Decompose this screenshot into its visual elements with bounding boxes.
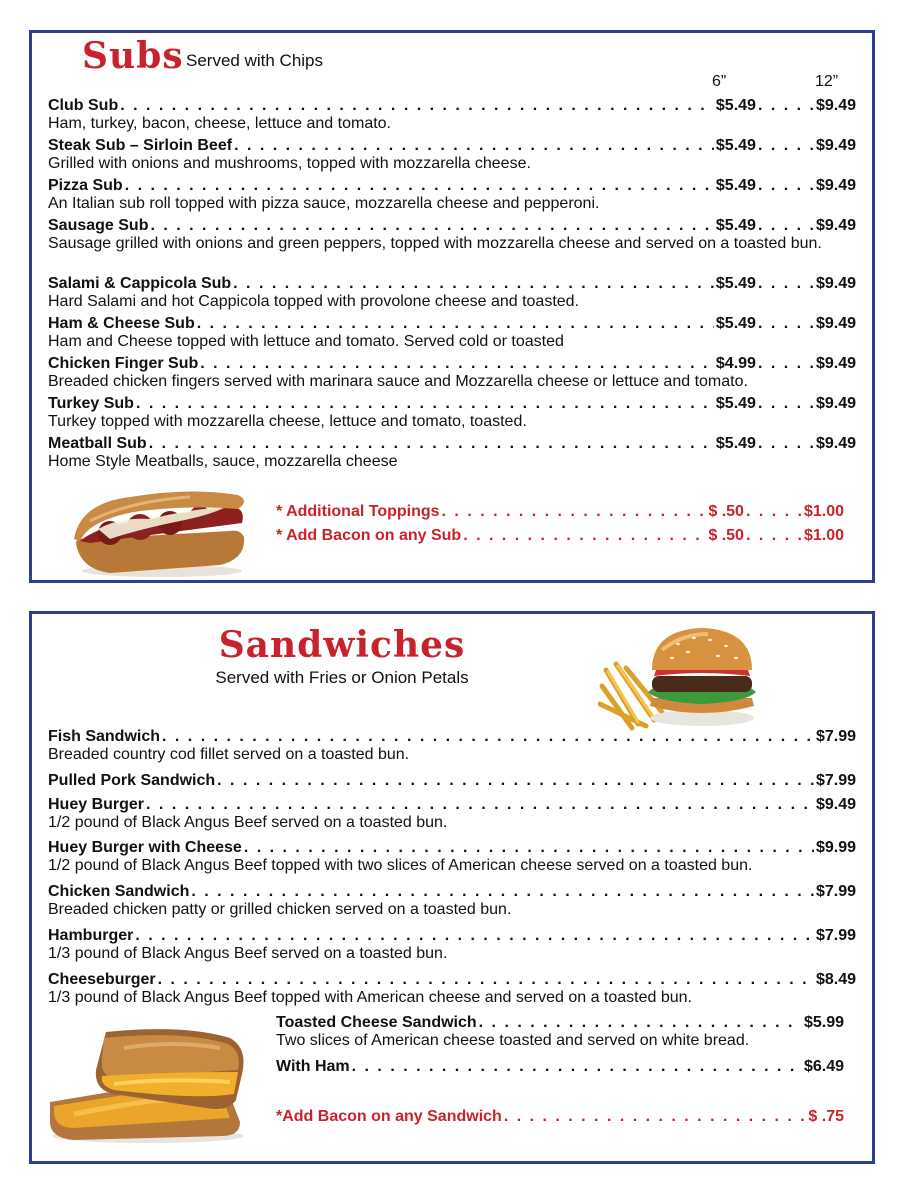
menu-item — [48, 883, 856, 919]
extra-name: * Additional Toppings — [276, 503, 440, 520]
price-6: $5.49 — [715, 97, 756, 114]
menu-item — [48, 435, 856, 471]
menu-item — [48, 217, 856, 253]
item-name: Meatball Sub — [48, 435, 147, 452]
item-price: $8.49 — [815, 971, 856, 988]
item-description: Ham, turkey, bacon, cheese, lettuce and tomato. — [48, 115, 391, 132]
item-description: 1/2 pound of Black Angus Beef topped with two slices of American cheese served on a toasted bun. — [48, 857, 753, 874]
menu-item — [48, 97, 856, 133]
item-name: Cheeseburger — [48, 971, 156, 988]
item-price: $7.99 — [815, 927, 856, 944]
item-price: $ .75 — [808, 1108, 844, 1125]
item-description: Breaded chicken patty or grilled chicken served on a toasted bun. — [48, 901, 512, 918]
subs-subtitle: Served with Chips — [186, 51, 324, 70]
item-name: Toasted Cheese Sandwich — [276, 1014, 477, 1031]
price-6: $5.49 — [715, 217, 756, 234]
size-6-header: 6” — [712, 73, 727, 90]
price-12: $9.49 — [815, 97, 856, 114]
item-description: Two slices of American cheese toasted and served on white bread. — [276, 1032, 750, 1049]
price-6: $5.49 — [715, 315, 756, 332]
item-name: Ham & Cheese Sub — [48, 315, 195, 332]
price-6: $5.49 — [715, 177, 756, 194]
item-description: 1/3 pound of Black Angus Beef served on a toasted bun. — [48, 945, 448, 962]
item-name: Fish Sandwich — [48, 728, 161, 745]
menu-item — [48, 275, 856, 311]
menu-item — [48, 315, 856, 351]
price-12: $9.49 — [815, 395, 856, 412]
item-name: Pulled Pork Sandwich — [48, 772, 216, 789]
item-price: $9.49 — [815, 796, 856, 813]
price-6: $5.49 — [715, 435, 756, 452]
item-price: $7.99 — [815, 728, 856, 745]
menu-item — [48, 355, 856, 391]
item-description: Sausage grilled with onions and green peppers, topped with mozzarella cheese and served on a toasted bun. — [48, 235, 822, 252]
menu-item — [48, 177, 856, 213]
price-12: $9.49 — [815, 217, 856, 234]
menu-item — [48, 927, 856, 963]
item-price: $7.99 — [815, 772, 856, 789]
item-description: Grilled with onions and mushrooms, topped with mozzarella cheese. — [48, 155, 531, 172]
sandwiches-subtitle: Served with Fries or Onion Petals — [215, 668, 469, 687]
menu-item — [48, 772, 856, 790]
item-description: Turkey topped with mozzarella cheese, lettuce and tomato, toasted. — [48, 413, 527, 430]
item-price: $5.99 — [803, 1014, 844, 1031]
item-name: Sausage Sub — [48, 217, 149, 234]
price-12: $9.49 — [815, 177, 856, 194]
item-name: Huey Burger with Cheese — [48, 839, 242, 856]
burger-fries-image — [598, 620, 758, 732]
menu-item — [48, 839, 856, 875]
item-name: Steak Sub – Sirloin Beef — [48, 137, 233, 154]
item-description: 1/3 pound of Black Angus Beef topped with American cheese and served on a toasted bun. — [48, 989, 692, 1006]
grilled-cheese-image — [44, 1018, 250, 1146]
extra-bacon-sandwich — [276, 1108, 844, 1126]
item-description: Breaded country cod fillet served on a toasted bun. — [48, 746, 410, 763]
price-12: $9.49 — [815, 315, 856, 332]
price-6: $5.49 — [715, 275, 756, 292]
item-price: $9.99 — [815, 839, 856, 856]
item-name: Club Sub — [48, 97, 119, 114]
with-ham-item — [276, 1058, 844, 1076]
item-price: $6.49 — [803, 1058, 844, 1075]
price-6: $ .50 — [708, 503, 744, 520]
price-6: $5.49 — [715, 395, 756, 412]
extra-bacon — [276, 527, 844, 545]
menu-item — [48, 796, 856, 832]
price-12: $1.00 — [803, 527, 844, 544]
menu-item — [48, 971, 856, 1007]
item-name: Hamburger — [48, 927, 134, 944]
meatball-sub-image — [70, 481, 250, 581]
extra-name: * Add Bacon on any Sub — [276, 527, 462, 544]
item-name: With Ham — [276, 1058, 350, 1075]
extra-name: *Add Bacon on any Sandwich — [276, 1108, 502, 1125]
item-description: Breaded chicken fingers served with marinara sauce and Mozzarella cheese or lettuce and tomato. — [48, 373, 748, 390]
extra-toppings — [276, 503, 844, 521]
size-12-header: 12” — [815, 73, 839, 90]
item-description: An Italian sub roll topped with pizza sauce, mozzarella cheese and pepperoni. — [48, 195, 600, 212]
price-6: $4.99 — [715, 355, 756, 372]
item-description: Ham and Cheese topped with lettuce and tomato. Served cold or toasted — [48, 333, 564, 350]
item-description: 1/2 pound of Black Angus Beef served on a toasted bun. — [48, 814, 448, 831]
item-name: Pizza Sub — [48, 177, 123, 194]
toasted-cheese-item — [276, 1014, 844, 1050]
price-12: $9.49 — [815, 355, 856, 372]
item-name: Chicken Sandwich — [48, 883, 190, 900]
item-name: Huey Burger — [48, 796, 145, 813]
subs-section — [29, 30, 875, 583]
item-name: Turkey Sub — [48, 395, 134, 412]
item-name: Salami & Cappicola Sub — [48, 275, 232, 292]
item-name: Chicken Finger Sub — [48, 355, 199, 372]
sandwiches-section — [29, 611, 875, 1164]
price-12: $9.49 — [815, 137, 856, 154]
item-description: Hard Salami and hot Cappicola topped with provolone cheese and toasted. — [48, 293, 580, 310]
price-12: $1.00 — [803, 503, 844, 520]
subs-title: Subs — [82, 35, 184, 77]
price-6: $ .50 — [708, 527, 744, 544]
sandwiches-title: Sandwiches — [218, 624, 466, 666]
item-price: $7.99 — [815, 883, 856, 900]
price-12: $9.49 — [815, 275, 856, 292]
menu-item — [48, 728, 856, 764]
price-6: $5.49 — [715, 137, 756, 154]
price-12: $9.49 — [815, 435, 856, 452]
menu-item — [48, 395, 856, 431]
item-description: Home Style Meatballs, sauce, mozzarella cheese — [48, 453, 398, 470]
menu-item — [48, 137, 856, 173]
